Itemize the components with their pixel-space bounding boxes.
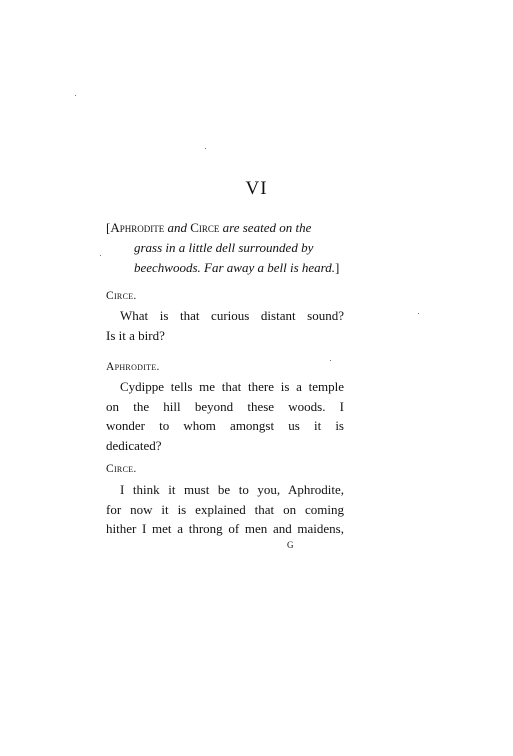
speech-block xyxy=(106,377,344,455)
bracket-close: ] xyxy=(335,260,340,275)
act-heading: VI xyxy=(245,178,268,199)
ink-speck xyxy=(418,313,419,314)
stage-direction-text: are seated on the xyxy=(219,220,312,235)
bracket-open: [ xyxy=(106,220,111,235)
stage-direction-line: grass in a little dell surrounded by xyxy=(134,240,314,255)
speech-line: What is that curious distant sound? xyxy=(120,308,344,323)
speech-line: dedicated? xyxy=(106,437,162,453)
ink-speck xyxy=(205,148,206,149)
ink-speck xyxy=(75,95,76,96)
speech-line: on the hill beyond these woods. I xyxy=(106,398,344,414)
speech-block xyxy=(106,306,344,345)
speech-line: hither I met a throng of men and maidens, xyxy=(106,521,344,536)
speaker-name: Circe. xyxy=(106,463,137,475)
speech-line: for now it is explained that on coming xyxy=(106,501,344,517)
conjunction: and xyxy=(164,220,191,235)
character-name: Circe xyxy=(190,220,220,235)
character-name: Aphrodite xyxy=(110,220,165,235)
stage-direction-line xyxy=(106,258,346,278)
speech-line: I think it must be to you, Aphrodite, xyxy=(120,482,344,497)
stage-direction-text: beechwoods. Far away a bell is heard. xyxy=(134,260,335,275)
speech-line: Cydippe tells me that there is a temple xyxy=(120,379,344,394)
stage-direction xyxy=(106,218,346,278)
ink-speck xyxy=(100,255,101,256)
ink-speck xyxy=(330,360,331,361)
signature-mark: G xyxy=(287,540,294,550)
speaker-name: Circe. xyxy=(106,290,137,302)
speaker-name: Aphrodite. xyxy=(106,361,160,373)
stage-direction-line xyxy=(106,218,346,238)
speech-block xyxy=(106,480,344,539)
speech-line: wonder to whom amongst us it is xyxy=(106,418,344,433)
speech-line: Is it a bird? xyxy=(106,327,165,343)
